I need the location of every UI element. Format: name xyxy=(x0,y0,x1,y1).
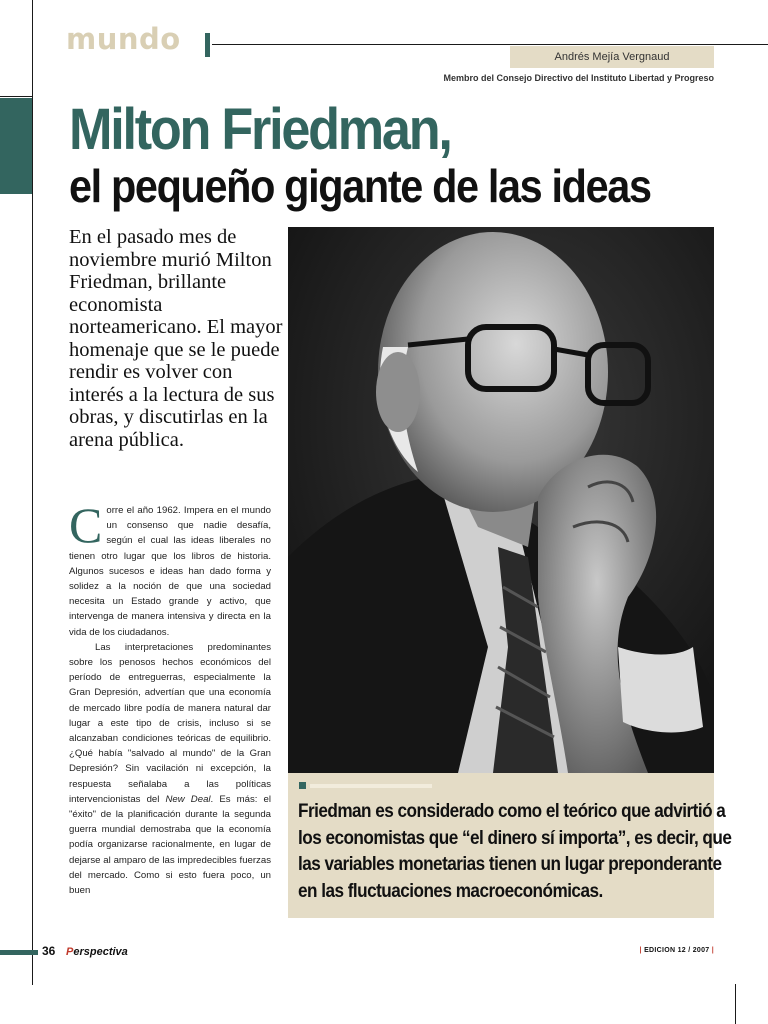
body-paragraph-2 xyxy=(69,640,271,898)
caption-square-marker xyxy=(299,782,306,789)
body-paragraph-2-text-b: . Es más: el "éxito" de la planificación durante la segunda guerra mundial demostraba que la economía podía organizarse racionalmente, en lugar de dejarse al amparo de las impredecibles fuerzas del mercado. Como si esto fuera poco, un buen xyxy=(69,793,272,897)
body-paragraph-1-text: orre el año 1962. Impera en el mundo un consenso que nadie desafía, según el cual las ideas liberales no tienen otro lugar que los libros de historia. Algunos sucesos e ideas han dado forma y solidez a la noción de que una sociedad necesita un Estado grande y activo, que intervenga de manera intensiva y directa en la vida de los ciudadanos. xyxy=(69,505,271,638)
section-marker xyxy=(205,33,210,57)
article-body xyxy=(69,497,272,898)
author-byline: Andrés Mejía Vergnaud xyxy=(510,46,714,68)
lead-paragraph: En el pasado mes de noviembre murió Milton Friedman, brillante economista norteamericano. El mayor homenaje que se le puede rendir es volver con interés a la lectura de sus obras, y discutirlas en la arena pública. xyxy=(69,226,283,451)
header-rule xyxy=(212,44,768,45)
left-accent-block xyxy=(0,98,32,194)
left-block-rule xyxy=(0,96,32,97)
left-margin-rule xyxy=(32,0,33,985)
publication-rest: erspectiva xyxy=(73,946,128,958)
author-affiliation: Membro del Consejo Directivo del Instituto Libertad y Progreso xyxy=(443,73,714,83)
caption-line-2: los economistas que “el dinero sí importa”, es decir, que xyxy=(298,826,732,849)
new-deal-emphasis: New Deal xyxy=(165,793,211,805)
caption-line-3: las variables monetarias tienen un lugar preponderante xyxy=(298,853,722,875)
edition-sep-left: | xyxy=(639,947,645,954)
edition-label xyxy=(600,947,714,954)
headline-name: Milton Friedman, xyxy=(69,97,451,162)
photo-caption xyxy=(298,798,732,904)
caption-bar-marker xyxy=(310,784,432,788)
page-number: 36 xyxy=(42,944,56,958)
drop-cap: C xyxy=(69,497,103,553)
bottom-right-tick xyxy=(735,984,736,1024)
body-paragraph-2-text-a: Las interpretaciones predominantes sobre los penosos hechos económicos del período de entreguerras, especialmente la Gran Depresión, advertían que una economía de mercado libre podía de manera natural dar lugar a este tipo de crisis, incluso si se alcanzaban condiciones teóricas de equilibrio. ¿Qué había "salvado al mundo" de la Gran Depresión? Sin vacilación ni excepción, la respuesta señalaba a las políticas intervencionistas del xyxy=(69,641,271,805)
section-label: mundo xyxy=(66,22,181,56)
publication-name xyxy=(66,946,128,958)
edition-text: EDICION 12 / 2007 xyxy=(644,947,710,954)
edition-sep-right: | xyxy=(709,947,714,954)
footer-accent-bar xyxy=(0,950,38,955)
headline-subtitle: el pequeño gigante de las ideas xyxy=(69,160,651,212)
body-paragraph-1 xyxy=(69,497,271,640)
portrait-photo xyxy=(288,227,714,773)
publication-initial: P xyxy=(66,946,74,958)
caption-line-1: Friedman es considerado como el teórico que advirtió a xyxy=(298,800,726,822)
caption-line-4: en las fluctuaciones macroeconómicas. xyxy=(298,879,603,902)
